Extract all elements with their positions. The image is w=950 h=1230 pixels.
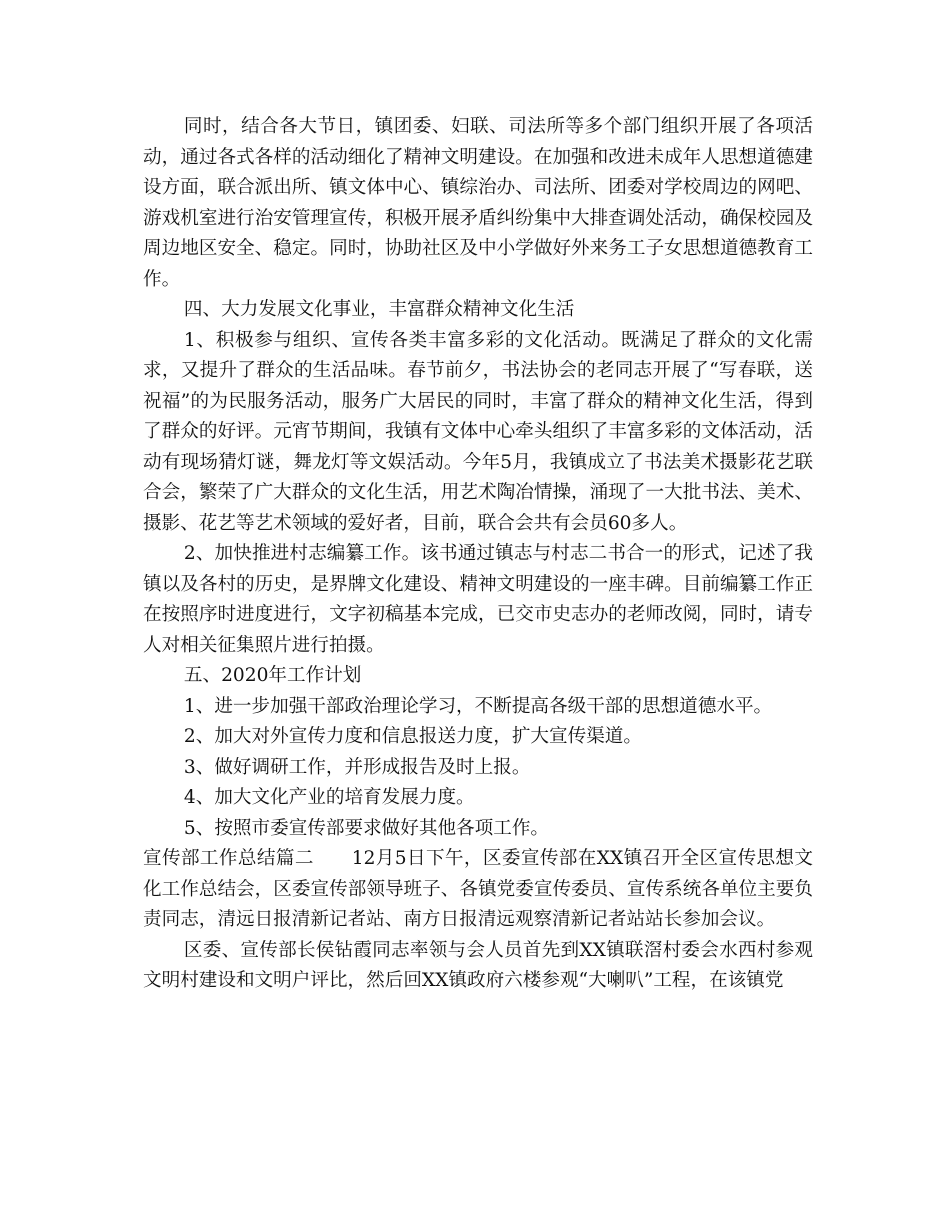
plan-item-3: 3、做好调研工作，并形成报告及时上报。 — [183, 756, 531, 778]
section-heading-work-plan: 五、2020年工作计划 — [183, 665, 362, 686]
plan-item-4: 4、加大文化产业的培育发展力度。 — [183, 787, 475, 808]
paragraph-village-chronicle: 2、加快推进村志编纂工作。该书通过镇志与村志二书合一的形式，记述了我镇以及各村的历史，是界牌文化建设、精神文明建设的一座丰碑。目前编纂工作正在按照序时进度进行，文字初稿基本完成，已交市史志办的老师改阅，同时，请专人对相关征集照片进行拍摄。 — [143, 543, 813, 656]
document-body — [143, 112, 813, 997]
paragraph-visit: 区委、宣传部长侯钻霞同志率领与会人员首先到XX镇联滘村委会水西村参观文明村建设和文明户评比，然后回XX镇政府六楼参观“大喇叭”工程，在该镇党 — [143, 939, 813, 991]
plan-item-1: 1、进一步加强干部政治理论学习，不断提高各级干部的思想道德水平。 — [183, 695, 773, 717]
section-heading-culture: 四、大力发展文化事业，丰富群众精神文化生活 — [183, 299, 575, 320]
paragraph-summary-part-two: 宣传部工作总结篇二 12月5日下午，区委宣传部在XX镇召开全区宣传思想文化工作总结会，区委宣传部领导班子、各镇党委宣传委员、宣传系统各单位主要负责同志，清远日报清新记者站、南方日报清远观察清新记者站站长参加会议。 — [143, 848, 813, 930]
plan-item-2: 2、加大对外宣传力度和信息报送力度，扩大宣传渠道。 — [183, 726, 642, 747]
paragraph-festival-activities: 同时，结合各大节日，镇团委、妇联、司法所等多个部门组织开展了各项活动，通过各式各样的活动细化了精神文明建设。在加强和改进未成年人思想道德建设方面，联合派出所、镇文体中心、镇综治办、司法所、团委对学校周边的网吧、游戏机室进行治安管理宣传，积极开展矛盾纠纷集中大排查调处活动，确保校园及周边地区安全、稳定。同时，协助社区及中小学做好外来务工子女思想道德教育工作。 — [143, 116, 813, 290]
paragraph-cultural-activities: 1、积极参与组织、宣传各类丰富多彩的文化活动。既满足了群众的文化需求，又提升了群众的生活品味。春节前夕，书法协会的老同志开展了“写春联，送祝福”的为民服务活动，服务广大居民的同时，丰富了群众的精神文化生活，得到了群众的好评。元宵节期间，我镇有文体中心牵头组织了丰富多彩的文体活动，活动有现场猜灯谜，舞龙灯等文娱活动。今年5月，我镇成立了书法美术摄影花艺联合会，繁荣了广大群众的文化生活，用艺术陶冶情操，涌现了一大批书法、美术、摄影、花艺等艺术领域的爱好者，目前，联合会共有会员60多人。 — [143, 329, 813, 534]
plan-item-5: 5、按照市委宣传部要求做好其他各项工作。 — [183, 817, 550, 839]
